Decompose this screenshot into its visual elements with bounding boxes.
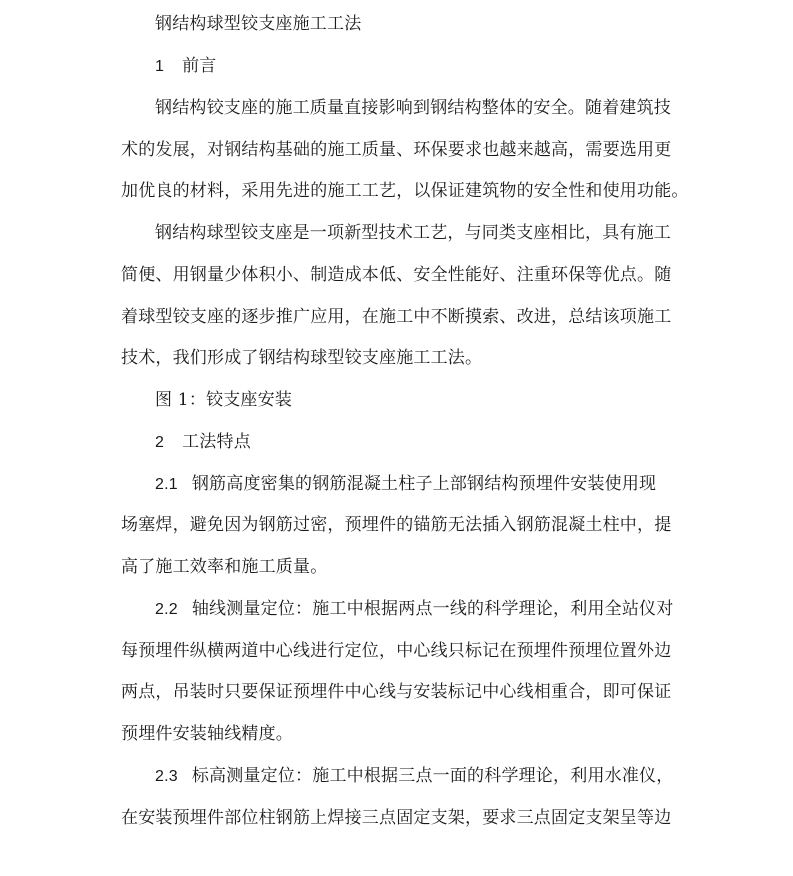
section-2-heading: [155, 431, 715, 454]
paragraph-line: 每预埋件纵横两道中心线进行定位，中心线只标记在预埋件预埋位置外边: [121, 641, 672, 661]
item-2-2-first-line: [155, 598, 715, 621]
paragraph-line: 轴线测量定位：施工中根据两点一线的科学理论，利用全站仪对: [191, 599, 674, 619]
item-number: 2.2: [155, 601, 178, 618]
paragraph-line: 在安装预埋件部位柱钢筋上焊接三点固定支架，要求三点固定支架呈等边: [121, 808, 672, 828]
paragraph-line: 术的发展，对钢结构基础的施工质量、环保要求也越来越高，需要选用更: [121, 140, 672, 160]
paragraph-line: 简便、用钢量少体积小、制造成本低、安全性能好、注重环保等优点。随: [121, 265, 672, 285]
item-2-1-first-line: [155, 473, 715, 496]
paragraph-line: 钢结构铰支座的施工质量直接影响到钢结构整体的安全。随着建筑技: [155, 98, 671, 118]
section-number: 2: [155, 434, 165, 451]
figure-caption: 图 1：铰支座安装: [155, 390, 293, 410]
item-number: 2.3: [155, 768, 178, 785]
section-title: 前言: [182, 56, 217, 76]
paragraph-line: 预埋件安装轴线精度。: [121, 724, 293, 744]
section-title: 工法特点: [182, 432, 251, 452]
paragraph-line: 标高测量定位：施工中根据三点一面的科学理论，利用水准仪，: [191, 766, 674, 786]
paragraph-line: 钢结构球型铰支座是一项新型技术工艺，与同类支座相比，具有施工: [155, 223, 671, 243]
item-number: 2.1: [155, 476, 178, 493]
paragraph-line: 加优良的材料，采用先进的施工工艺，以保证建筑物的安全性和使用功能。: [121, 181, 689, 201]
document-title: 钢结构球型铰支座施工工法: [155, 14, 362, 34]
paragraph-line: 着球型铰支座的逐步推广应用，在施工中不断摸索、改进，总结该项施工: [121, 307, 672, 327]
paragraph-line: 场塞焊，避免因为钢筋过密，预埋件的锚筋无法插入钢筋混凝土柱中，提: [121, 515, 672, 535]
paragraph-line: 两点，吊装时只要保证预埋件中心线与安装标记中心线相重合，即可保证: [121, 682, 672, 702]
section-number: 1: [155, 58, 165, 75]
paragraph-line: 高了施工效率和施工质量。: [121, 557, 328, 577]
item-2-3-first-line: [155, 765, 715, 788]
section-1-heading: [155, 55, 715, 78]
paragraph-line: 钢筋高度密集的钢筋混凝土柱子上部钢结构预埋件安装使用现: [191, 474, 657, 494]
paragraph-line: 技术，我们形成了钢结构球型铰支座施工工法。: [121, 348, 483, 368]
